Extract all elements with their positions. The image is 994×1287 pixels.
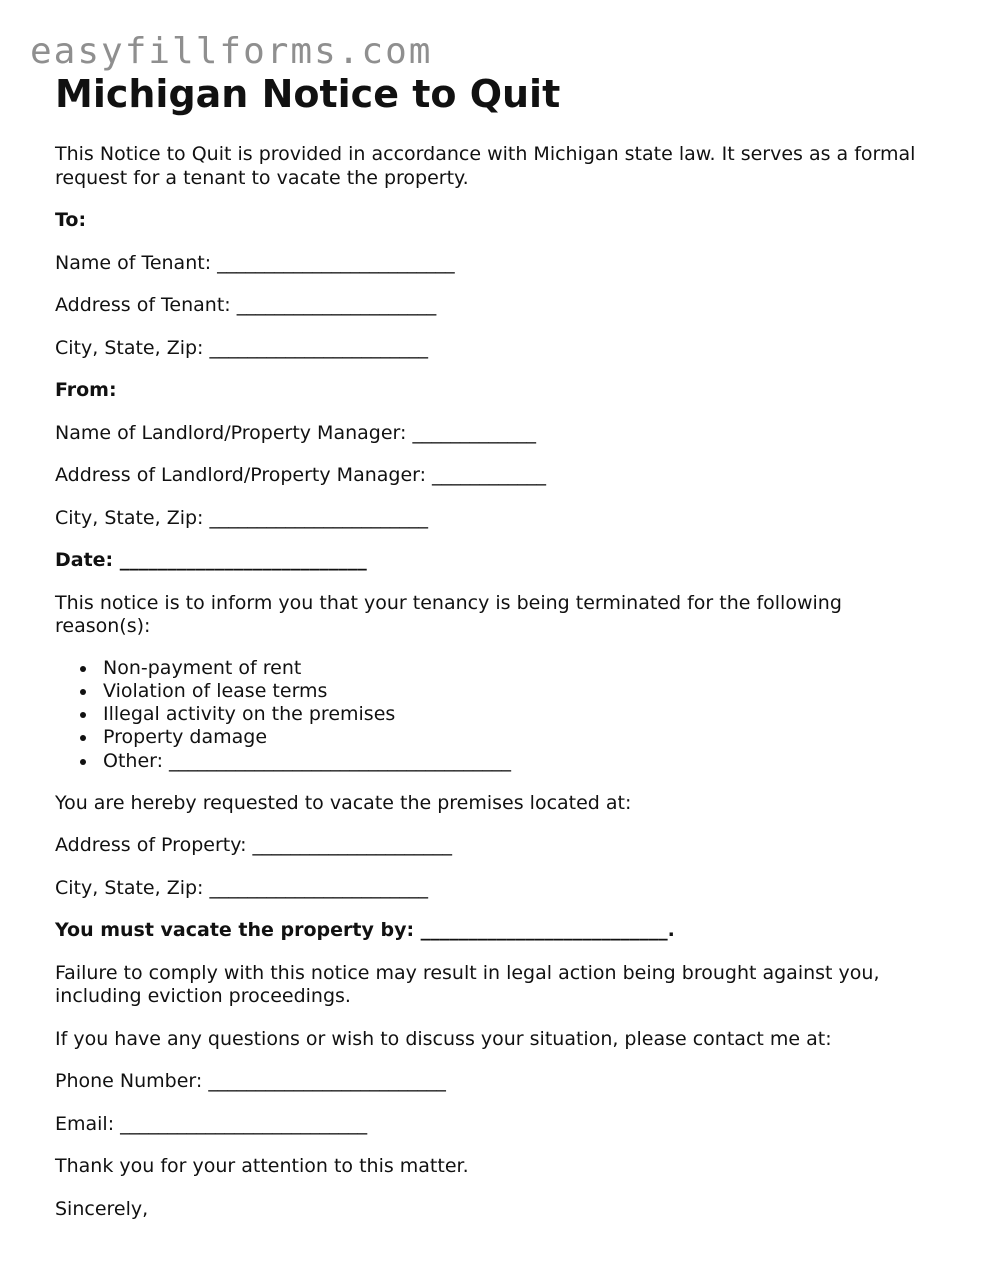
reasons-list	[55, 657, 955, 773]
landlord-name-field[interactable]: Name of Landlord/Property Manager: _____________	[55, 421, 536, 444]
tenant-name-field[interactable]: Name of Tenant: _________________________	[55, 251, 455, 274]
from-heading: From:	[55, 379, 117, 401]
thanks-text: Thank you for your attention to this matter.	[55, 1155, 469, 1178]
to-heading: To:	[55, 209, 87, 231]
contact-intro: If you have any questions or wish to discuss your situation, please contact me at:	[55, 1027, 832, 1050]
page-title: Michigan Notice to Quit	[55, 72, 561, 116]
list-item: Property damage	[55, 726, 955, 749]
closing-text: Sincerely,	[55, 1197, 149, 1220]
failure-notice: Failure to comply with this notice may result in legal action being brought against you, including eviction proceedings.	[55, 961, 880, 1008]
date-field[interactable]: Date: __________________________	[55, 549, 367, 571]
property-address-field[interactable]: Address of Property: _____________________	[55, 834, 453, 857]
landlord-address-field[interactable]: Address of Landlord/Property Manager: ____________	[55, 464, 547, 486]
termination-intro: This notice is to inform you that your tenancy is being terminated for the following reason(s):	[55, 591, 842, 637]
tenant-city-field[interactable]: City, State, Zip: _______________________	[55, 336, 428, 359]
email-field[interactable]: Email: __________________________	[55, 1112, 368, 1135]
tenant-address-field[interactable]: Address of Tenant: _____________________	[55, 294, 437, 316]
landlord-city-field[interactable]: City, State, Zip: _______________________	[55, 506, 428, 529]
vacate-by-field[interactable]: You must vacate the property by: __________________________.	[55, 919, 675, 942]
vacate-intro: You are hereby requested to vacate the premises located at:	[55, 791, 632, 814]
intro-paragraph: This Notice to Quit is provided in accordance with Michigan state law. It serves as a formal request for a tenant to vacate the property.	[55, 143, 916, 189]
list-item: Illegal activity on the premises	[55, 703, 955, 726]
list-item: Violation of lease terms	[55, 680, 955, 703]
watermark: easyfillforms.com	[30, 31, 433, 72]
list-item: Non-payment of rent	[55, 657, 955, 680]
phone-field[interactable]: Phone Number: _________________________	[55, 1070, 446, 1093]
property-city-field[interactable]: City, State, Zip: _______________________	[55, 876, 428, 899]
document-body	[55, 70, 955, 1221]
list-item-other-field[interactable]: Other: ____________________________________	[55, 750, 955, 773]
